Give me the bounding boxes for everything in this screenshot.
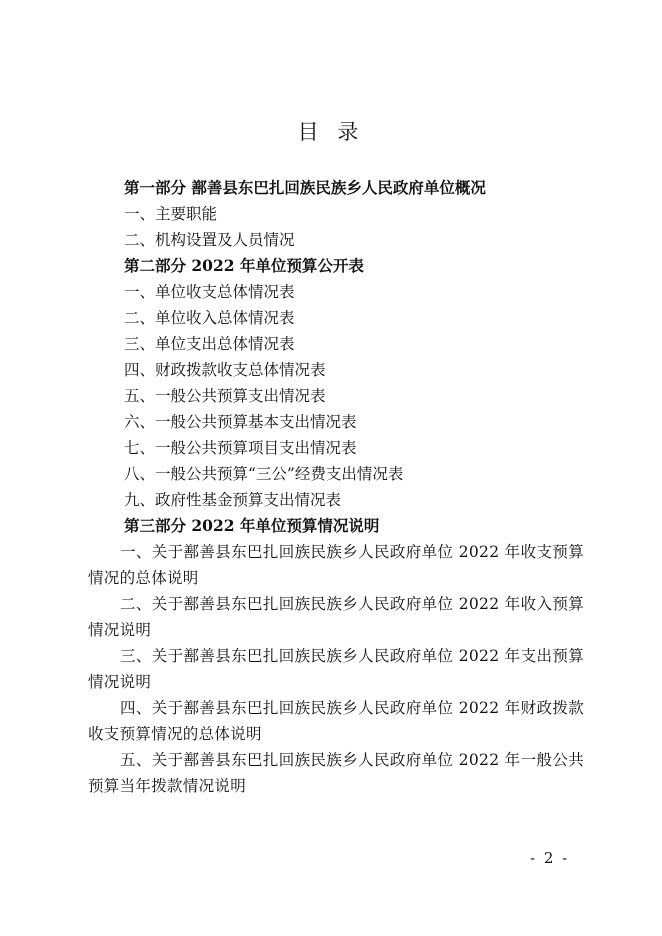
page-number: - 2 - [530,849,570,867]
toc-item: 七、一般公共预算项目支出情况表 [124,439,357,457]
toc-item: 三、单位支出总体情况表 [124,335,295,353]
toc-item: 九、政府性基金预算支出情况表 [124,491,342,509]
toc-item: 二、机构设置及人员情况 [124,231,295,249]
toc-paragraph-item: 三、关于鄯善县东巴扎回族民族乡人民政府单位 2022 年支出预算情况说明 [88,647,584,691]
toc-paragraph-item: 五、关于鄯善县东巴扎回族民族乡人民政府单位 2022 年一般公共预算当年拨款情况说明 [88,751,584,795]
toc-item: 一、主要职能 [124,205,218,223]
toc-item: 六、一般公共预算基本支出情况表 [124,413,357,431]
toc-item: 二、单位收入总体情况表 [124,309,295,327]
page-title: 目 录 [297,120,365,144]
toc-item: 八、一般公共预算“三公”经费支出情况表 [124,465,404,483]
toc-item: 一、单位收支总体情况表 [124,283,295,301]
toc-part-3-heading: 第三部分 2022 年单位预算情况说明 [124,516,380,535]
toc-paragraph-item: 一、关于鄯善县东巴扎回族民族乡人民政府单位 2022 年收支预算情况的总体说明 [88,543,584,587]
toc-item: 五、一般公共预算支出情况表 [124,387,326,405]
table-of-contents [88,175,584,799]
toc-item: 四、财政拨款收支总体情况表 [124,361,326,379]
toc-part-1-heading: 第一部分 鄯善县东巴扎回族民族乡人民政府单位概况 [124,178,486,197]
toc-paragraph-item: 二、关于鄯善县东巴扎回族民族乡人民政府单位 2022 年收入预算情况说明 [88,595,584,639]
toc-part-2-heading: 第二部分 2022 年单位预算公开表 [124,256,364,275]
toc-paragraph-item: 四、关于鄯善县东巴扎回族民族乡人民政府单位 2022 年财政拨款收支预算情况的总体说明 [88,699,584,743]
